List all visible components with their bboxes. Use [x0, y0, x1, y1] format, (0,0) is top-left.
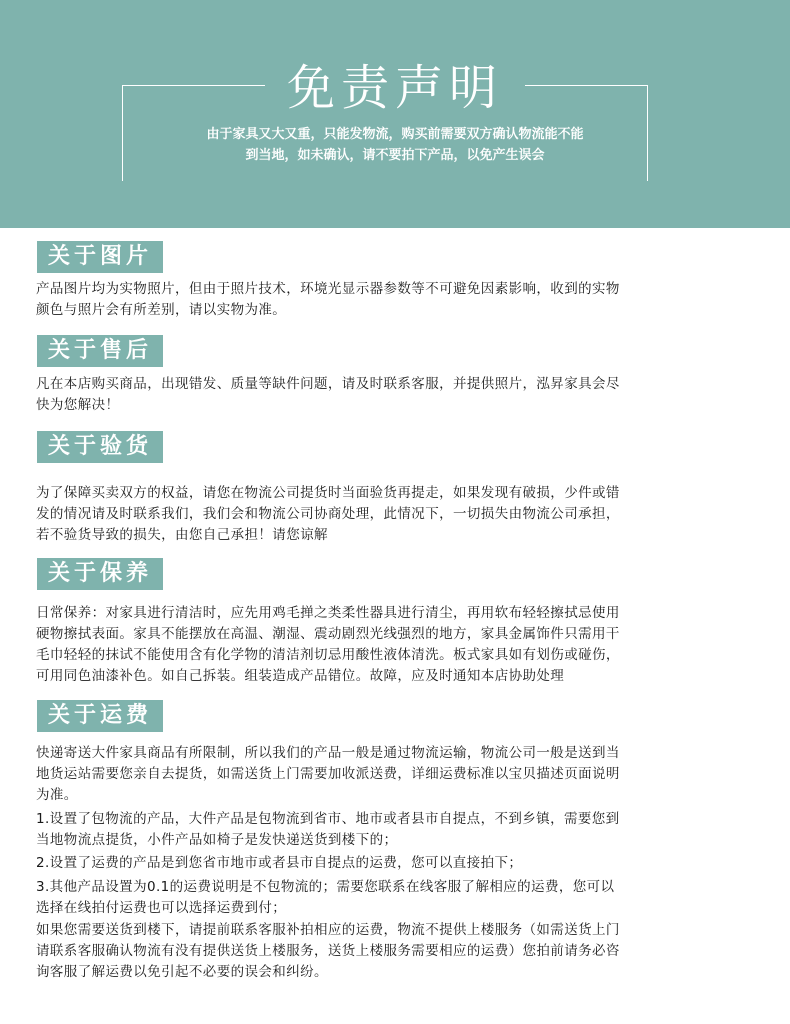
header-banner	[0, 0, 790, 228]
section-text-shipping-item-2: 2.设置了运费的产品是到您省市地市或者县市自提点的运费，您可以直接拍下；	[36, 855, 523, 871]
section-heading-after-sales: 关于售后	[37, 335, 163, 367]
section-text-maintenance: 日常保养：对家具进行清洁时，应先用鸡毛掸之类柔性器具进行清尘，再用软布轻轻擦拭忌使用 硬物擦拭表面。家具不能摆放在高温、潮湿、震动剧烈光线强烈的地方，家具金属饰件只需用干 毛巾轻轻的抹试不能使用含有化学物的清洁剂切忌用酸性液体清洗。板式家具如有划伤或碰伤， 可用同色油漆补色。如自己拆装。组装造成产品错位。故障，应及时通知本店协助处理	[36, 605, 620, 684]
subtitle-line-2: 到当地，如未确认，请不要拍下产品，以免产生误会	[245, 148, 545, 163]
section-text-shipping-item-3: 3.其他产品设置为0.1的运费说明是不包物流的；需要您联系在线客服了解相应的运费，您可以 选择在线拍付运费也可以选择运费到付；	[36, 879, 615, 916]
section-text-shipping-intro: 快递寄送大件家具商品有所限制，所以我们的产品一般是通过物流运输，物流公司一般是送到当 地货运站需要您亲自去提货，如需送货上门需要加收派送费，详细运费标准以宝贝描述页面说明 为准。	[36, 745, 620, 803]
section-text-inspection: 为了保障买卖双方的权益，请您在物流公司提货时当面验货再提走，如果发现有破损，少件或错 发的情况请及时联系我们，我们会和物流公司协商处理，此情况下，一切损失由物流公司承担， 若不验货导致的损失，由您自己承担！请您谅解	[36, 485, 620, 543]
section-heading-shipping: 关于运费	[37, 700, 163, 732]
section-text-shipping-item-1: 1.设置了包物流的产品，大件产品是包物流到省市、地市或者县市自提点，不到乡镇，需要您到 当地物流点提货，小件产品如椅子是发快递送货到楼下的；	[36, 811, 620, 848]
section-text-pictures: 产品图片均为实物照片，但由于照片技术，环境光显示器参数等不可避免因素影响，收到的实物 颜色与照片会有所差别，请以实物为准。	[36, 281, 620, 318]
section-heading-maintenance: 关于保养	[37, 558, 163, 590]
page-title: 免责声明	[286, 60, 503, 116]
section-heading-inspection: 关于验货	[37, 431, 163, 463]
subtitle-line-1: 由于家具又大又重，只能发物流，购买前需要双方确认物流能不能	[206, 127, 584, 142]
section-heading-pictures: 关于图片	[37, 241, 163, 273]
section-text-after-sales: 凡在本店购买商品，出现错发、质量等缺件问题，请及时联系客服，并提供照片，泓昇家具会尽 快为您解决！	[36, 376, 620, 413]
section-text-shipping-note: 如果您需要送货到楼下，请提前联系客服补拍相应的运费，物流不提供上楼服务（如需送货上门 请联系客服确认物流有没有提供送货上楼服务，送货上楼服务需要相应的运费）您拍前请务必咨 询客服了解运费以免引起不必要的误会和纠纷。	[36, 922, 620, 980]
